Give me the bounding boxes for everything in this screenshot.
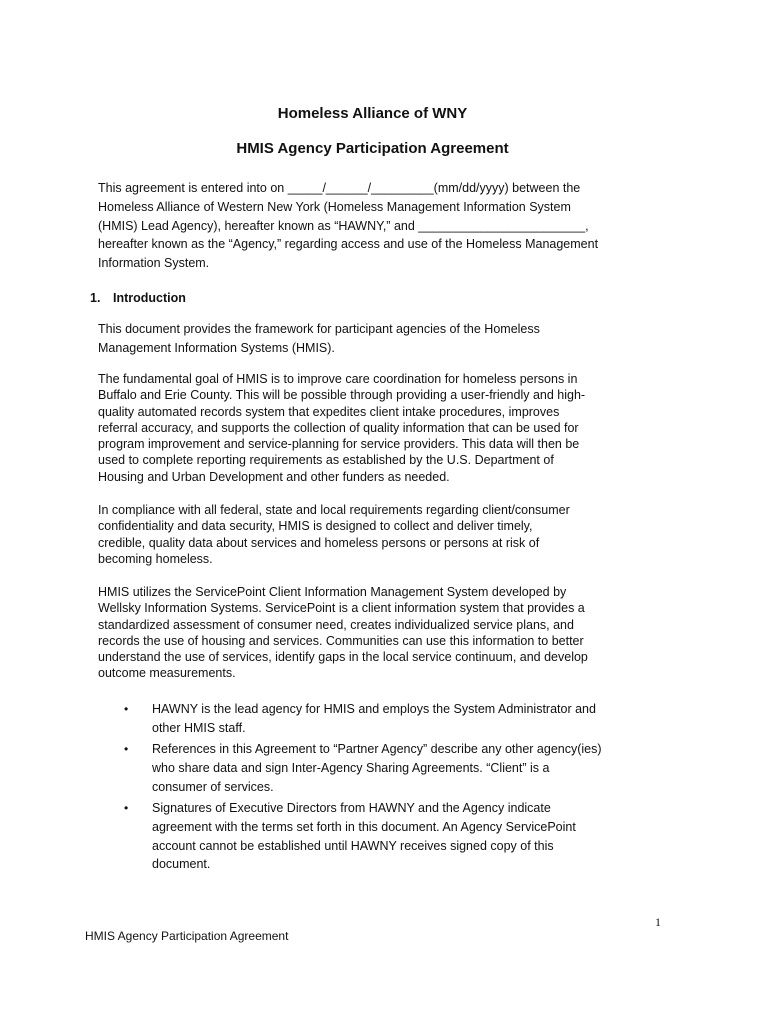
paragraph-line: credible, quality data about services and homeless persons or persons at risk of bbox=[98, 535, 540, 550]
intro-line: Homeless Alliance of Western New York (Homeless Management Information System bbox=[98, 199, 571, 214]
page-number: 1 bbox=[655, 915, 661, 929]
bullet-line: consumer of services. bbox=[152, 779, 274, 794]
document-subtitle: HMIS Agency Participation Agreement bbox=[236, 140, 509, 157]
paragraph-line: used to complete reporting requirements as established by the U.S. Department of bbox=[98, 453, 554, 468]
paragraph-line: referral accuracy, and supports the collection of quality information that can be used for bbox=[98, 420, 579, 435]
bullet-line: who share data and sign Inter-Agency Sharing Agreements. “Client” is a bbox=[152, 760, 550, 775]
bullet-line: References in this Agreement to “Partner Agency” describe any other agency(ies) bbox=[152, 742, 602, 756]
page-footer: HMIS Agency Participation Agreement bbox=[85, 929, 289, 943]
document-title: Homeless Alliance of WNY bbox=[277, 105, 468, 122]
section-heading-introduction bbox=[90, 291, 186, 305]
section-heading-text: Introduction bbox=[113, 291, 186, 305]
paragraph-line: outcome measurements. bbox=[98, 666, 236, 681]
paragraph-line: standardized assessment of consumer need, creates individualized service plans, and bbox=[98, 617, 574, 632]
bullet-icon: • bbox=[124, 742, 129, 756]
paragraph-line: In compliance with all federal, state and local requirements regarding client/consumer bbox=[98, 503, 570, 517]
bullet-line: document. bbox=[152, 857, 211, 872]
paragraph-line: Management Information Systems (HMIS). bbox=[98, 340, 335, 355]
paragraph-line: HMIS utilizes the ServicePoint Client Information Management System developed by bbox=[98, 585, 567, 599]
paragraph-line: Buffalo and Erie County. This will be possible through providing a user-friendly and high- bbox=[98, 388, 586, 403]
bullet-line: HAWNY is the lead agency for HMIS and employs the System Administrator and bbox=[152, 702, 596, 716]
paragraph-line: Wellsky Information Systems. ServicePoint is a client information system that provides a bbox=[98, 601, 585, 616]
section1-paragraph-3 bbox=[98, 502, 668, 567]
intro-line: (HMIS) Lead Agency), hereafter known as “HAWNY,” and ________________________, bbox=[98, 218, 589, 233]
bullet-line: account cannot be established until HAWNY receives signed copy of this bbox=[152, 838, 554, 853]
paragraph-line: understand the use of services, identify gaps in the local service continuum, and develop bbox=[98, 650, 588, 665]
section-number: 1. bbox=[90, 291, 101, 305]
intro-line: This agreement is entered into on _____/______/_________(mm/dd/yyyy) between the bbox=[98, 181, 581, 195]
paragraph-line: records the use of housing and services. Communities can use this information to better bbox=[98, 633, 584, 648]
paragraph-line: becoming homeless. bbox=[98, 551, 213, 566]
paragraph-line: confidentiality and data security, HMIS is designed to collect and deliver timely, bbox=[98, 519, 533, 534]
intro-line: hereafter known as the “Agency,” regarding access and use of the Homeless Management bbox=[98, 237, 599, 252]
paragraph-line: Housing and Urban Development and other funders as needed. bbox=[98, 469, 450, 484]
bullet-icon: • bbox=[124, 702, 129, 716]
bullet-icon: • bbox=[124, 801, 129, 815]
intro-line: Information System. bbox=[98, 256, 210, 271]
paragraph-line: This document provides the framework for participant agencies of the Homeless bbox=[98, 322, 540, 336]
section1-paragraph-1 bbox=[98, 320, 668, 358]
bullet-line: other HMIS staff. bbox=[152, 720, 246, 735]
section1-paragraph-2 bbox=[98, 371, 668, 485]
paragraph-line: quality automated records system that expedites client intake procedures, improves bbox=[98, 404, 560, 419]
paragraph-line: program improvement and service-planning for service providers. This data will then be bbox=[98, 437, 580, 452]
section1-paragraph-4 bbox=[98, 584, 668, 682]
bullet-line: Signatures of Executive Directors from HAWNY and the Agency indicate bbox=[152, 801, 551, 815]
paragraph-line: The fundamental goal of HMIS is to improve care coordination for homeless persons in bbox=[98, 372, 578, 386]
bullet-line: agreement with the terms set forth in this document. An Agency ServicePoint bbox=[152, 819, 576, 834]
intro-paragraph bbox=[98, 179, 668, 273]
